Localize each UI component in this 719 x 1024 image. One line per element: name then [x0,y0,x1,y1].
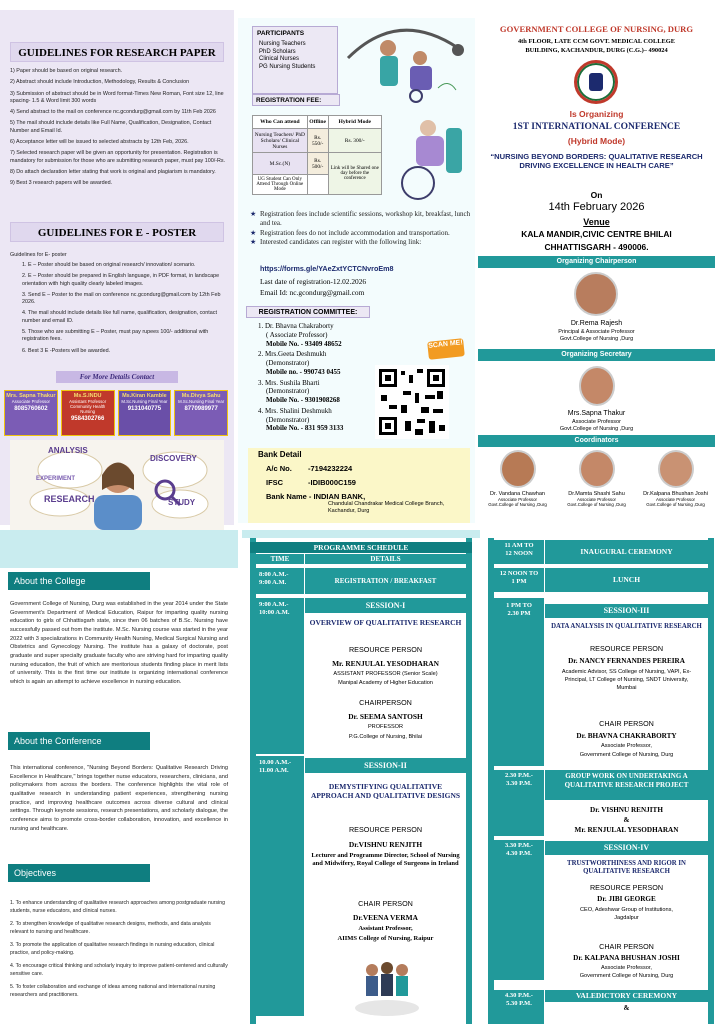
committee-role: (Demonstrator) [266,387,310,396]
bank-branch: Chandulal Chandrakar Medical College Branch, Kachandur, Durg [328,501,445,514]
gw-person-1: Dr. VISHNU RENJITH [590,806,663,814]
participant-item: Nursing Teachers [259,41,306,47]
conference-info-panel [478,18,715,523]
s3-time: 1 PM TO 2.30 PM [494,598,544,766]
val-label: VALEDICTORY CEREMONY [545,990,708,1002]
research-guideline-item: 6) Acceptance letter will be issued to selected abstracts by 12th Feb, 2026. [10,139,189,146]
s2-label: SESSION-II [305,758,466,773]
s1-cp-label: CHAIRPERSON [359,698,412,707]
committee-member [258,379,376,405]
s2-cp-name: Dr.VEENA VERMA [353,913,418,922]
s4-cp-label: CHAIR PERSON [599,942,654,951]
committee-title: REGISTRATION COMMITTEE: [246,306,370,318]
research-guideline-item: 2) Abstract should include Introduction, Methodology, Results & Conclusion [10,79,190,86]
s4-label: SESSION-IV [545,841,708,855]
coordinator-name: Dr.Mamta Shashi Sahu [568,491,625,497]
lunch-time: 12 NOON TO 1 PM [494,568,544,592]
contact-role: Associate Professor [11,399,50,404]
committee-mobile: Mobile No. - 9301908268 [266,396,340,404]
committee-member [258,407,376,433]
contact-role: M.Sc.Nursing Final Year [121,399,168,404]
val-amp: & [623,1004,630,1012]
objectives-title: Objectives [8,864,150,882]
coordinator-org: Govt.College of Nursing ,Durg [646,502,705,507]
coordinator-photo [579,450,615,488]
fee-header-cell: Offline [307,116,328,129]
research-guidelines-title: GUIDELINES FOR RESEARCH PAPER [10,42,224,62]
address-line-2: BUILDING, KACHANDUR, DURG (C.G.)– 490024 [525,47,668,54]
contact-phone: 9131040775 [127,406,162,413]
conference-date: 14th February 2026 [548,201,645,213]
college-logo [574,60,618,104]
registration-last-date: Last date of registration-12.02.2026 [260,277,367,286]
s4-cp-name: Dr. KALPANA BHUSHAN JOSHI [573,954,680,962]
secretary-name: Mrs.Sapna Thakur [567,410,626,417]
s3-cp-label: CHAIR PERSON [599,719,654,728]
contact-role: Assistant Professor Community Health Nursing [69,399,107,415]
poster-guideline-item: 2. E – Poster should be prepared in English language, in PDF format, in landscape orientation with high quality clearly labeled images. [22,273,220,287]
registration-panel [238,18,475,523]
s3-topic: DATA ANALYSIS IN QUALITATIVE RESEARCH [551,623,702,630]
bank-details [248,448,470,523]
registration-note-text: Interested candidates can register with the following link: [260,238,422,247]
s1-cp-org: P.G.College of Nursing, Bhilai [348,734,423,740]
about-conference-text: This international conference, "Nursing Beyond Borders: Qualitative Research Driving Excellence in Healthcare," brings together nurse educators, researchers, clinicians, and policymakers from across the borders. The conference highlights the vital role of qualitative research in understanding patient experiences, strengthening nursing practice, and improving healthcare outcomes across diverse cultural and clinical settings. Through keynote sessions, research presentations, and scholarly dialogue, the conference aims to promote cross-border collaboration, innovation, and excellence in nursing and healthcare. [10,765,228,832]
registration-email: Email Id: nc.gcondurg@gmail.com [260,288,365,297]
committee-member [258,322,376,348]
s3-cp-name: Dr. BHAVNA CHAKRABORTY [576,732,677,740]
s3-cp-role: Associate Professor, [601,743,652,749]
participant-item: PG Nursing Students [259,63,316,70]
research-guideline-item: 1) Paper should be based on original research. [10,68,123,74]
fee-header-row [253,116,382,129]
fee-row [253,153,382,175]
is-organizing: Is Organizing [569,109,624,119]
committee-name: 3. Mrs. Sushila Bharti [258,378,320,387]
bank-ifsc-label: IFSC [266,478,284,487]
contact-phone: 8085760602 [14,406,48,413]
on-label: On [590,190,603,200]
poster-guidelines-title: GUIDELINES FOR E - POSTER [10,222,224,242]
schedule-top-strip [242,530,480,538]
registration-note [250,238,472,247]
committee-list [258,322,376,435]
contact-card [4,390,58,436]
scan-me-badge: SCAN ME! [427,338,465,360]
schedule-panel-2 [484,530,719,1024]
coordinators-row [478,450,715,522]
research-guideline-item: 4) Send abstract to the mail on conference nc.gcondurg@gmail.com by 11th Feb 2026 [10,109,216,116]
word-study: STUDY [168,498,196,507]
word-discovery: DISCOVERY [150,454,197,463]
committee-member [258,350,376,376]
contact-card [118,390,172,436]
bank-title: Bank Detail [258,450,302,459]
fee-cell: Link will be Shared one day before the conference [328,153,381,195]
reg-time: 8:00 A.M.- 9:00 A.M. [256,568,304,594]
inaug-label: INAUGURAL CEREMONY [545,540,708,564]
fee-cell: Nursing Teachers/ PhD Scholars/ Clinical Nurses [253,129,308,153]
committee-role: ( Associate Professor) [266,330,328,339]
s3-rp-name: Dr. NANCY FERNANDES PEREIRA [568,657,685,665]
fee-cell: UG Student Can Only Attend Through Online Mode [253,175,308,195]
s1-label: SESSION-I [305,598,466,613]
coordinator-name: Dr.Kalpana Bhushan Joshi [643,491,708,497]
gw-amp: & [623,816,630,824]
contact-cards [4,390,228,436]
coordinator-name: Dr. Vandana Chawhan [490,491,545,497]
conference-theme: “NURSING BEYOND BORDERS: QUALITATIVE RESEARCH DRIVING EXCELLENCE IN HEALTH CARE” [490,152,703,171]
s3-rp-label: RESOURCE PERSON [589,644,664,653]
research-guideline-item: 9) Best 3 research papers will be awarded. [10,180,113,187]
s2-cp-label: CHAIR PERSON [358,899,413,908]
poster-guidelines-list [22,262,226,359]
registration-fee-title: REGISTRATION FEE: [252,94,340,106]
research-guidelines-panel [0,10,234,525]
coordinator-org: Govt.College of Nursing ,Durg [488,502,547,507]
venue-line-2: CHHATTISGARH - 490006. [544,242,649,252]
word-experiment: EXPERIMENT [36,476,76,482]
word-analysis: ANALYSIS [48,446,88,455]
gw-person-2: Mr. RENJULAL YESODHARAN [574,826,679,834]
nurse-illustration [338,18,475,103]
registration-note [250,229,472,238]
s2-time: 10.00 A.M.- 11.00 A.M. [256,756,304,1016]
fee-cell [307,175,328,195]
s2-rp-name: Dr.VISHNU RENJITH [348,840,423,849]
s4-rp-name: Dr. JIBI GEORGE [597,895,656,903]
chairperson-photo [574,272,618,316]
fee-header-cell: Who Can attend [253,116,308,129]
committee-role: (Demonstrator) [266,359,310,367]
contact-name: Ms.Kiran Kamble [122,393,167,399]
bank-ac: -7194232224 [308,464,353,473]
about-panel-top-strip [0,530,238,568]
poster-guideline-item: 6. Best 3 E -Posters will be awarded. [22,347,111,354]
s4-rp-role: CEO, Adeshwar Group of Institutions, Jagdalpur [580,907,673,922]
chairperson-org: Govt.College of Nursing ,Durg [559,336,634,342]
inaug-time: 11 AM TO 12 NOON [494,540,544,564]
bank-ac-label: A/c No. [266,464,292,473]
coordinator-card [559,450,635,522]
registration-note-text: Registration fees do not include accommodation and transportation. [260,228,450,237]
objective-item: 4. To encourage critical thinking and scholarly inquiry to improve patient-centered and culturally sensitive care. [10,963,228,977]
objective-item: 2. To strengthen knowledge of qualitative research designs, methods, and data analysis relevant to nursing and healthcare. [10,921,211,935]
poster-guideline-item: 3. Send E – Poster to the mail on conference nc.gcondurg@gmail.com by 12th Feb 2026. [22,291,221,306]
contact-phone: 9584302766 [70,416,105,423]
about-conference-title: About the Conference [8,732,150,750]
schedule-title: PROGRAMME SCHEDULE [250,542,472,553]
s1-topic: OVERVIEW OF QUALITATIVE RESEARCH [309,618,462,627]
s1-cp-role: PROFESSOR [367,724,404,730]
coordinator-card [480,450,556,522]
registration-fee-table [252,115,382,195]
wheelchair-illustration [388,108,472,208]
contact-phone: 8770989977 [184,406,218,413]
chairperson-name: Dr.Rema Rajesh [570,320,623,327]
participants-title: PARTICIPANTS [257,30,305,37]
s1-time: 9:00 A.M.- 10:00 A.M. [256,598,304,754]
s3-rp-role: Academic Advisor, SS College of Nursing, VAPI, Ex-Principal, LT College of Nursing, SNDT University, Mumbai [561,669,692,692]
contact-name: Mrs. Sapna Thakur [6,393,56,399]
coordinator-role: Associate Professor [655,497,696,502]
participant-item: Clinical Nurses [259,56,300,62]
bank-ifsc: -IDIB000C159 [308,478,356,487]
lunch-label: LUNCH [545,568,708,592]
committee-mobile: Mobile No. - 93409 48652 [266,339,342,348]
s3-label: SESSION-III [545,604,708,618]
about-college-text: Government College of Nursing, Durg was established in the year 2014 under the State Government's Department of Medical Education, Raipur for imparting quality nursing education to girls of Chhattisgarh state, since then 06 batches of B.Sc. Nursing have successfully passed out from the institute. M.Sc. Nursing course was started in the year 2022 with 3 specializations in Community Health Nursing, Medical Surgical Nursing and Obstetrics and Gynecology Nursing. The institute has a galaxy of doctorate, post graduate and super specialty graduate faculty who are striving hard for imparting quality nursing education, the fruit of which are meritorious students finding place in merit lists of university. This is the first time our institute is organizing international conference which is again an attempt to achieve excellence in nursing education. [10,601,228,685]
registration-note-text: Registration fees include scientific sessions, workshop kit, breakfast, lunch and tea. [260,210,471,227]
poster-intro: Guidelines for E- poster [10,252,67,258]
s2-rp-label: RESOURCE PERSON [348,825,423,834]
s2-rp-role: Lecturer and Programme Director, School of Nursing and Midwifery, Royal College of Surgeons in Ireland [311,852,460,868]
s1-cp-name: Dr. SEEMA SANTOSH [348,712,423,721]
fee-cell: Rs. 500/- [307,153,328,175]
fee-cell: Rs. 300/- [328,129,381,153]
secretary-role: Associate Professor [572,419,621,425]
research-guideline-item: 3) Submission of abstract should be in Word format-Times New Roman, Font size 12, line spacing- 1.5 & Word limit 300 words [10,90,224,104]
fee-cell: Rs. 550/- [307,129,328,153]
venue-label: Venue [583,217,610,227]
registration-link[interactable]: https://forms.gle/YAeZxtYCTCNvroEm8 [260,264,394,273]
contact-role: M.Sc.Nursing Final Year [178,399,225,404]
col-time: TIME [256,554,304,564]
coordinator-role: Associate Professor [576,497,617,502]
s1-rp-role: ASSISTANT PROFESSOR (Senior Scale) [333,671,438,677]
reg-label: REGISTRATION / BREAKFAST [305,568,466,594]
coordinator-photo [658,450,694,488]
coordinator-card [638,450,714,522]
s1-rp-label: RESOURCE PERSON [348,645,423,654]
objective-item: 5. To foster collaboration and exchange of ideas among national and international nursing researchers and practitioners. [10,984,216,998]
committee-mobile: Mobile no. - 990743 0455 [266,367,341,376]
col-details: DETAILS [305,554,466,564]
gw-time: 2.30 P.M.- 3.30 P.M. [494,770,544,836]
group-discussion-illustration [352,950,422,1018]
poster-guideline-item: 1. E – Poster should be based on original research/ innovation/ scenario. [22,262,196,268]
conference-mode: (Hybrid Mode) [567,136,626,146]
fee-header-cell: Hybrid Mode [328,116,381,129]
val-time: 4.30 P.M.- 5.30 P.M. [494,990,544,1024]
fee-cell: M.Sc.(N) [253,153,308,175]
objective-item: 3. To promote the application of qualitative research findings in nursing education, clinical practice, and policy-making. [10,942,215,956]
poster-guideline-item: 5. Those who are submitting E – Poster, must pay rupees 100/- additional with registration fees. [22,329,209,343]
coordinator-role: Associate Professor [497,497,538,502]
participants-list [259,41,331,71]
objective-item: 1. To enhance understanding of qualitative research approaches among postgraduate nursing students, nurse educators, and clinical nurses. [10,900,226,914]
committee-name: 2. Mrs.Geeta Deshmukh [258,350,327,359]
bank-name: Bank Name - INDIAN BANK, [266,492,366,501]
about-college-title: About the College [8,572,150,590]
poster-guideline-item: 4. The mail should include details like full name, qualification, designation, contact number and email ID. [22,310,217,324]
contact-banner: For More Details Contact [56,371,178,383]
s4-topic: TRUSTWORTHINESS AND RIGOR IN QUALITATIVE RESEARCH [567,860,686,876]
star-bullet-icon: ★ [250,210,257,218]
registration-notes [250,210,472,248]
s4-time: 3.30 P.M.- 4.30 P.M. [494,840,544,980]
contact-card [61,390,115,436]
s4-cp-org: Government College of Nursing, Durg [579,973,674,979]
coordinator-photo [500,450,536,488]
participant-item: PhD Scholars [259,48,296,55]
committee-name: 4. Mrs. Shalini Deshmukh [258,406,332,415]
research-guidelines-list [10,68,226,192]
venue-line-1: KALA MANDIR,CIVIC CENTRE BHILAI [521,229,672,239]
college-name: GOVERNMENT COLLEGE OF NURSING, DURG [499,24,694,34]
secretary-banner: Organizing Secretary [478,349,715,361]
committee-mobile: Mobile No. - 831 959 3133 [266,424,344,433]
secretary-photo [579,366,615,406]
coordinators-banner: Coordinators [478,435,715,447]
contact-card [174,390,228,436]
s2-topic: DEMYSTIFYING QUALITATIVE APPROACH AND QUALITATIVE DESIGNS [310,782,461,800]
address-line-1: 4th FLOOR, LATE CCM GOVT. MEDICAL COLLEGE [517,38,676,45]
schedule-panel [242,530,480,1024]
word-research: RESEARCH [44,494,95,504]
conference-name: 1ST INTERNATIONAL CONFERENCE [512,122,681,132]
coordinator-org: Govt.College of Nursing ,Durg [567,502,626,507]
committee-name: 1. Dr. Bhavna Chakraborty [258,322,334,330]
s1-rp-org: Manipal Academy of Higher Education [338,680,433,686]
s2-cp-org: AIIMS College of Nursing, Raipur [337,935,434,942]
secretary-org: Govt.College of Nursing ,Durg [559,426,634,432]
committee-role: (Demonstrator) [266,415,310,424]
chairperson-role: Principal & Associate Professor [558,329,635,335]
chairperson-banner: Organizing Chairperson [478,256,715,268]
registration-note [250,210,472,228]
s2-cp-role: Assistant Professor, [358,925,413,932]
s3-cp-org: Government College of Nursing, Durg [579,752,674,758]
contact-name: Ms.Divya Sahu [181,393,221,399]
research-illustration [10,440,224,530]
objectives-list [10,900,228,1005]
qr-code[interactable] [375,365,449,439]
s4-cp-role: Associate Professor, [601,965,652,971]
fee-row [253,129,382,153]
research-guideline-item: 8) Do attach declaration letter stating that work is original and plagiarism is mandatory. [10,168,216,175]
s4-rp-label: RESOURCE PERSON [589,883,664,892]
contact-name: Ms.S.INDU [73,393,102,399]
research-guideline-item: 5) The mail should include details like Full Name, Qualification, Designation, Contact Number and Email Id. [10,120,212,134]
star-bullet-icon: ★ [250,228,257,237]
gw-label: GROUP WORK ON UNDERTAKING A QUALITATIVE RESEARCH PROJECT [545,770,708,800]
research-guideline-item: 7) Selected research paper will be given an opportunity for presentation. Registration is mandatory for submission for those who are submitting research paper, must pay 100/-Rs. [10,150,226,164]
s1-rp-name: Mr. RENJULAL YESODHARAN [332,659,439,668]
star-bullet-icon: ★ [250,238,257,247]
participants-box [252,26,338,94]
about-panel [0,530,238,1024]
